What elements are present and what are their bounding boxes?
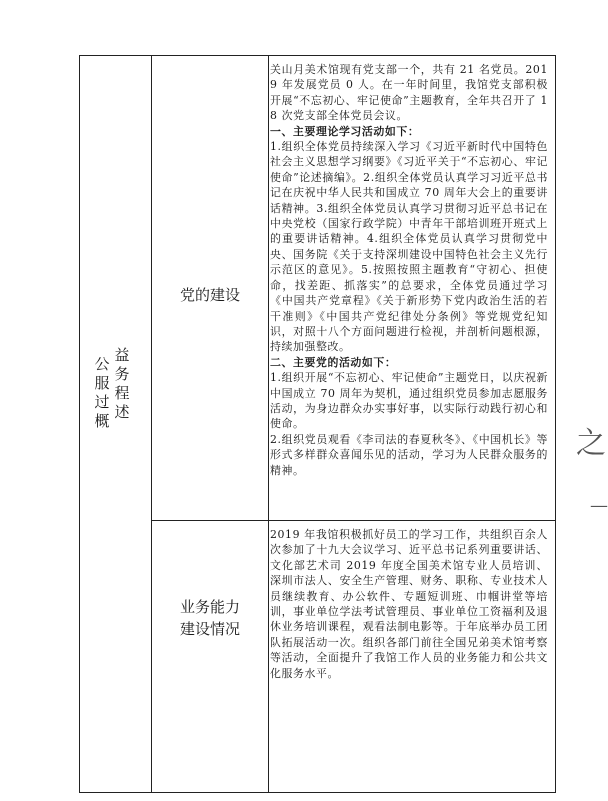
category-char: 服 [94,374,110,392]
category-char: 过 [94,393,110,411]
category-label [94,346,146,435]
margin-glyph: 之 [576,426,606,461]
margin-dash: — [590,495,608,516]
party-building-label: 党的建设 [179,286,240,304]
party-paragraph: 1.组织全体党员持续深入学习《习近平新时代中国特色社会主义思想学习纲要》《习近平关于“不忘初心、牢记使命”论述摘编》。2.组织全体党员认真学习习近平总书记在庆祝中华人民共和国成立 70 周年大会上的重要讲话精神。3.组织全体党员认真学习贯彻习近平总书记在中央党校（国家行政学院）中青年干部培训班开班式上的重要讲话精神。4.组织全体党员认真学习贯彻党中央、国务院《关于支持深圳建设中国特色社会主义先行示范区的意见》。5.按照按照主题教育“守初心、担使命，找差距、抓落实”的总要求，全体党员通过学习《中国共产党章程》《关于新形势下党内政治生活的若干准则》《中国共产党纪律处分条例》等党规党纪知识，对照十八个方面问题进行检视，并剖析问题根源，持续加强整改。 [270,140,548,354]
table-divider-col1 [151,55,152,793]
party-paragraph: 1.组织开展“不忘初心、牢记使命”主题党日，以庆祝新中国成立 70 周年为契机，通过组织党员参加志愿服务活动，为身边群众办实事好事，以实际行动践行初心和使命。 [270,371,548,431]
business-label-line2: 建设情况 [179,620,240,638]
category-char: 述 [114,403,130,421]
business-label-line1: 业务能力 [179,598,240,616]
business-paragraph: 2019 年我馆积极抓好员工的学习工作，共组织百余人次参加了十九大会议学习、近平总书记系列重要讲话、文化部艺术司 2019 年度全国美术馆专业人员培训、深圳市法人、安全生产管理、财务、职称、专业技术人员继续教育、办公软件、专题短训班、巾帼讲堂等培训，事业单位学法考试管理员、事业单位工资福利及退休业务培训课程，观看法制电影等。于年底举办员工团队拓展活动一次。组织各部门前往全国兄弟美术馆考察等活动，全面提升了我馆工作人员的业务能力和公共文化服务水平。 [270,528,548,680]
category-col-right [114,346,130,422]
table-divider-row [151,520,556,521]
category-char: 务 [114,365,130,383]
business-capability-content [270,527,548,681]
category-char: 公 [94,355,110,373]
category-col-left [94,355,110,431]
party-heading-theory: 一、主要理论学习活动如下： [270,124,420,138]
category-char: 程 [114,384,130,402]
category-char: 益 [114,346,130,364]
party-paragraph: 关山月美术馆现有党支部一个，共有 21 名党员。2019 年发展党员 0 人。在一年时间里，我馆党支部积极开展“不忘初心、牢记使命”主题教育，全年共召开了 18 次党支部全体党员会议。 [270,63,548,123]
business-capability-label [151,596,269,640]
party-building-content [270,62,548,478]
table-divider-col2 [268,55,269,793]
party-heading-activities: 二、主要党的活动如下： [270,355,397,369]
category-char: 概 [94,412,110,430]
party-paragraph: 2.组织党员观看《李司法的春夏秋冬》、《中国机长》等形式多样群众喜闻乐见的活动，学习为人民群众服务的精神。 [270,432,548,477]
